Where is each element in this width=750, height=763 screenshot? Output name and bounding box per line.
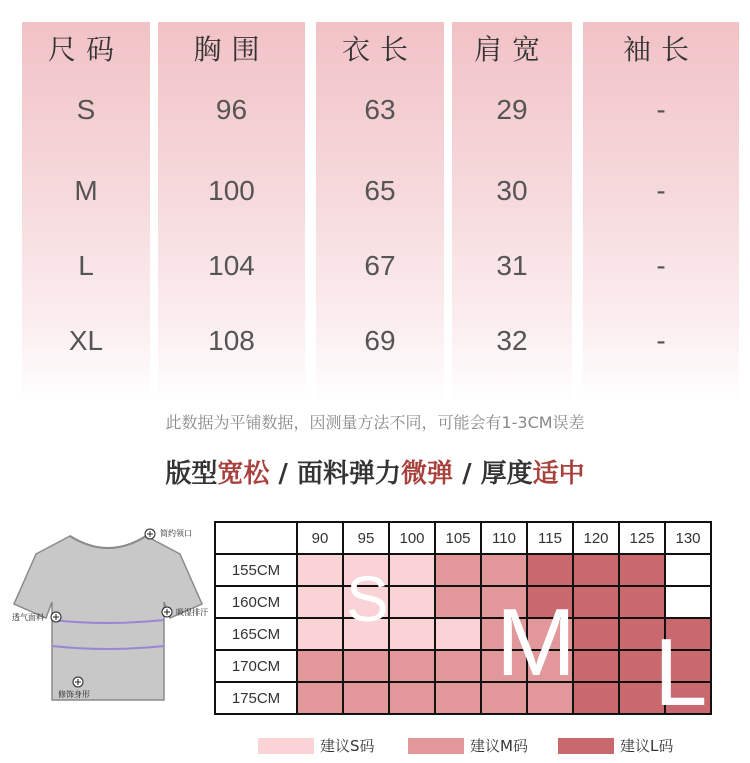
tshirt-illustration <box>8 522 216 712</box>
grid-cell-l <box>573 618 619 650</box>
grid-cell-s <box>435 618 481 650</box>
grid-cell-m <box>435 682 481 714</box>
legend-label-m: 建议M码 <box>470 737 528 755</box>
grid-height-header: 155CM <box>215 554 297 586</box>
grid-cell-m <box>297 682 343 714</box>
collar-label: 简约领口 <box>160 529 192 538</box>
fit-thickness-key: 厚度 <box>480 459 533 489</box>
grid-chest-header: 100 <box>389 522 435 554</box>
chest-column <box>158 22 305 402</box>
fit-separator: / <box>269 459 297 489</box>
grid-cell-s <box>297 554 343 586</box>
length-s: 63 <box>364 94 396 125</box>
grid-height-header: 160CM <box>215 586 297 618</box>
fit-thickness-value: 适中 <box>532 459 585 489</box>
legend-label-l: 建议L码 <box>620 737 674 755</box>
size-m: M <box>74 175 98 206</box>
grid-chest-header: 120 <box>573 522 619 554</box>
chest-m: 100 <box>208 175 255 206</box>
legend-swatch-m <box>408 738 464 754</box>
length-column <box>316 22 444 402</box>
grid-cell-s <box>297 586 343 618</box>
fit-elastic-key: 面料弹力 <box>296 459 401 489</box>
grid-cell-m <box>343 682 389 714</box>
grid-chest-header: 130 <box>665 522 711 554</box>
chest-header: 胸围 <box>193 33 270 66</box>
legend-item-l <box>558 735 673 757</box>
grid-cell-m <box>389 650 435 682</box>
grid-chest-header: 105 <box>435 522 481 554</box>
grid-chest-header: 115 <box>527 522 573 554</box>
fit-summary <box>0 453 750 490</box>
size-column <box>22 22 150 402</box>
chest-xl: 108 <box>208 325 255 356</box>
grid-cell-w <box>665 586 711 618</box>
sleeve-s: - <box>656 94 666 125</box>
grid-cell-l <box>619 586 665 618</box>
shoulder-column <box>452 22 572 402</box>
chest-s: 96 <box>215 94 248 125</box>
shoulder-header: 肩宽 <box>473 33 550 66</box>
big-letter-m: M <box>496 589 576 696</box>
fabric-label: 透气面料 <box>12 613 44 622</box>
fit-style-value: 宽松 <box>217 459 270 489</box>
grid-cell-m <box>435 554 481 586</box>
chest-l: 104 <box>208 250 255 281</box>
shoulder-xl: 32 <box>496 325 528 356</box>
legend-label-s: 建议S码 <box>320 737 375 755</box>
grid-cell-m <box>389 682 435 714</box>
shape-label: 修饰身形 <box>58 690 90 699</box>
grid-cell-m <box>481 554 527 586</box>
shoulder-m: 30 <box>496 175 528 206</box>
length-l: 67 <box>364 250 396 281</box>
size-s: S <box>76 94 96 125</box>
grid-cell-s <box>389 586 435 618</box>
shoulder-s: 29 <box>496 94 528 125</box>
legend-swatch-s <box>258 738 314 754</box>
length-m: 65 <box>364 175 396 206</box>
grid-cell-w <box>665 554 711 586</box>
sleeve-l: - <box>656 250 666 281</box>
grid-chest-header: 125 <box>619 522 665 554</box>
grid-cell-l <box>527 554 573 586</box>
grid-height-header: 170CM <box>215 650 297 682</box>
sleeve-m: - <box>656 175 666 206</box>
grid-chest-header: 90 <box>297 522 343 554</box>
grid-corner <box>215 522 297 554</box>
grid-cell-m <box>435 586 481 618</box>
big-letter-l: L <box>654 619 708 726</box>
size-l: L <box>78 250 94 281</box>
grid-chest-header: 95 <box>343 522 389 554</box>
grid-cell-s <box>389 554 435 586</box>
length-header: 衣长 <box>341 33 418 66</box>
sleeve-column <box>583 22 739 402</box>
grid-cell-m <box>343 650 389 682</box>
big-letter-s: S <box>346 563 389 635</box>
grid-cell-l <box>573 650 619 682</box>
grid-height-header: 175CM <box>215 682 297 714</box>
sleeve-xl: - <box>656 325 666 356</box>
grid-cell-l <box>573 682 619 714</box>
grid-cell-m <box>435 650 481 682</box>
sleeve-header: 袖长 <box>622 33 699 66</box>
grid-cell-m <box>297 650 343 682</box>
size-recommendation-grid <box>214 521 712 715</box>
fit-style-key: 版型 <box>165 459 218 489</box>
size-header: 尺码 <box>47 33 124 66</box>
size-xl: XL <box>68 325 104 356</box>
length-xl: 69 <box>364 325 396 356</box>
fit-elastic-value: 微弹 <box>401 459 454 489</box>
grid-chest-header: 110 <box>481 522 527 554</box>
legend-item-m <box>408 735 528 757</box>
legend-swatch-l <box>558 738 614 754</box>
fit-separator: / <box>453 459 481 489</box>
sweat-label: 吸湿排汗 <box>176 608 208 617</box>
grid-cell-s <box>389 618 435 650</box>
grid-cell-l <box>573 554 619 586</box>
legend-item-s <box>258 735 375 757</box>
grid-cell-s <box>297 618 343 650</box>
shoulder-l: 31 <box>496 250 528 281</box>
measurement-note: 此数据为平铺数据，因测量方法不同，可能会有1-3CM误差 <box>165 413 585 432</box>
grid-height-header: 165CM <box>215 618 297 650</box>
grid-cell-l <box>573 586 619 618</box>
grid-cell-l <box>619 554 665 586</box>
